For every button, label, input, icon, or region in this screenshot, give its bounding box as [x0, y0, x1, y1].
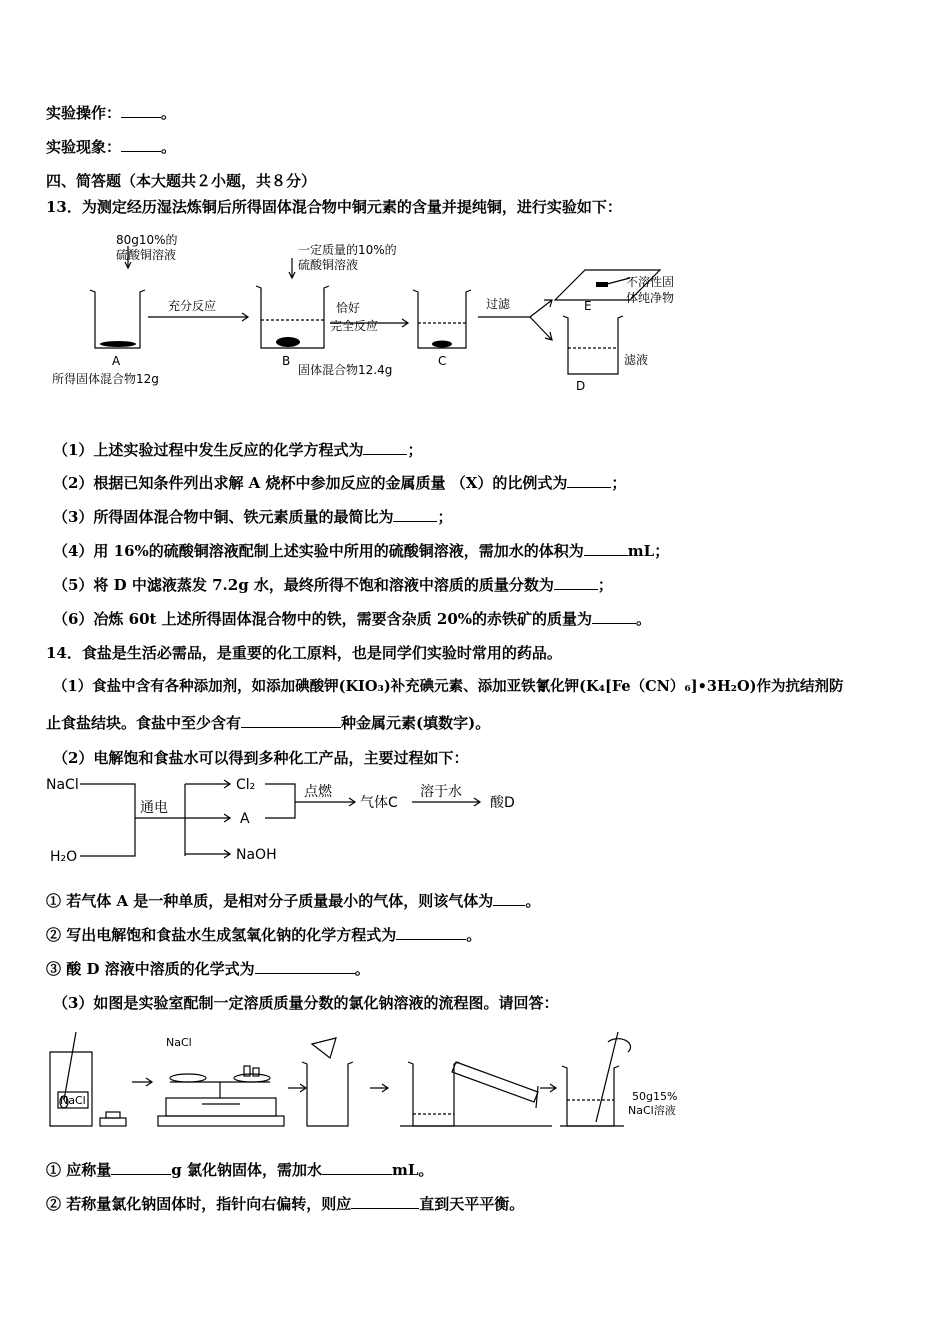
experiment-phenomenon-line: 实验现象： 。 — [46, 138, 177, 156]
label-80g-solution: 80g10%的 — [116, 233, 178, 247]
label-insoluble-1: 不溶性固 — [626, 275, 675, 289]
answer-blank[interactable] — [567, 473, 611, 488]
experiment-operation-line: 实验操作： 。 — [46, 104, 177, 122]
label-bottle-nacl: NaCl — [60, 1094, 86, 1107]
label-beaker-a: A — [112, 354, 121, 368]
q13-part4: （4）用 16%的硫酸铜溶液配制上述实验中所用的硫酸铜溶液，需加水的体积为 mL； — [53, 542, 670, 560]
label-ignite: 点燃 — [304, 784, 332, 800]
label-naoh: NaOH — [236, 847, 277, 863]
label-gas-c: 气体C — [360, 795, 398, 811]
label-complete-reaction: 完全反应 — [330, 319, 379, 333]
section-heading: 四、简答题（本大题共２小题，共８分） — [46, 172, 317, 190]
q13-part2: （2）根据已知条件列出求解 A 烧杯中参加反应的金属质量 （X）的比例式为 ； — [53, 474, 627, 492]
label-solid-12g: 所得固体混合物12g — [52, 372, 159, 386]
answer-blank[interactable] — [255, 959, 355, 974]
q13-part6: （6）冶炼 60t 上述所得固体混合物中的铁，需要含杂质 20%的赤铁矿的质量为 。 — [53, 610, 652, 628]
question-14-stem: 14．食盐是生活必需品，是重要的化工原料，也是同学们实验时常用的药品。 — [46, 644, 562, 662]
answer-blank[interactable] — [363, 440, 407, 455]
label-certain-mass: 一定质量的10%的 — [298, 243, 397, 257]
answer-blank[interactable] — [111, 1160, 171, 1175]
answer-blank[interactable] — [121, 137, 161, 152]
q14-part1-cont: 止食盐结块。食盐中至少含有 种金属元素(填数字)。 — [46, 714, 491, 732]
answer-blank[interactable] — [393, 507, 437, 522]
answer-blank[interactable] — [554, 575, 598, 590]
electrolysis-flow-diagram — [40, 770, 560, 870]
answer-blank[interactable] — [592, 609, 636, 624]
solution-preparation-diagram — [40, 1022, 700, 1137]
q13-part5: （5）将 D 中滤液蒸发 7.2g 水，最终所得不饱和溶液中溶质的质量分数为 ； — [53, 576, 613, 594]
label-solid-12-4g: 固体混合物12.4g — [298, 363, 393, 377]
label-solution-mass: 50g15% — [632, 1090, 678, 1103]
label-electrolysis: 通电 — [140, 800, 168, 816]
label-solution-name: NaCl溶液 — [628, 1104, 676, 1117]
label-acid-d: 酸D — [490, 795, 515, 811]
answer-blank[interactable] — [584, 541, 628, 556]
q13-part3: （3）所得固体混合物中铜、铁元素质量的最简比为 ； — [53, 508, 453, 526]
answer-blank[interactable] — [493, 891, 525, 906]
q14-part1: （1）食盐中含有各种添加剂，如添加碘酸钾(KIO₃)补充碘元素、添加亚铁氰化钾(K₄[Fe（CN）₆]•3H₂O)作为抗结剂防 — [53, 678, 844, 695]
label-full-reaction: 充分反应 — [168, 299, 217, 313]
label-balance-nacl: NaCl — [166, 1036, 192, 1049]
q14-sub1: ① 若气体 A 是一种单质，是相对分子质量最小的气体，则该气体为 。 — [46, 892, 541, 910]
answer-blank[interactable] — [396, 925, 466, 940]
q14-sub2: ② 写出电解饱和食盐水生成氢氧化钠的化学方程式为 。 — [46, 926, 482, 944]
label-filtrate: 滤液 — [624, 353, 649, 367]
label-filter-e: E — [584, 299, 592, 313]
label-beaker-c: C — [438, 354, 447, 368]
label-cl2: Cl₂ — [236, 777, 256, 793]
label-gas-a: A — [240, 811, 250, 827]
label-copper-sulfate-2: 硫酸铜溶液 — [298, 258, 359, 272]
q14-balance-line: ② 若称量氯化钠固体时，指针向右偏转，则应 直到天平平衡。 — [46, 1195, 525, 1213]
q14-part2: （2）电解饱和食盐水可以得到多种化工产品，主要过程如下： — [53, 749, 469, 767]
label-nacl: NaCl — [46, 777, 79, 793]
label-h2o: H₂O — [50, 849, 78, 865]
q13-part1: （1）上述实验过程中发生反应的化学方程式为 ； — [53, 441, 423, 459]
label-beaker-b: B — [282, 354, 291, 368]
label-dissolve: 溶于水 — [420, 784, 462, 800]
q14-weigh-line: ① 应称量 g 氯化钠固体，需加水 mL。 — [46, 1161, 434, 1179]
label-filter: 过滤 — [486, 297, 511, 311]
label-copper-sulfate: 硫酸铜溶液 — [116, 248, 177, 262]
answer-blank[interactable] — [322, 1160, 392, 1175]
answer-blank[interactable] — [241, 713, 341, 728]
label-beaker-d: D — [576, 379, 586, 393]
q14-part3: （3）如图是实验室配制一定溶质质量分数的氯化钠溶液的流程图。请回答： — [53, 994, 559, 1012]
label-exactly: 恰好 — [336, 301, 361, 315]
label-insoluble-2: 体纯净物 — [626, 291, 675, 305]
answer-blank[interactable] — [351, 1194, 419, 1209]
q14-sub3: ③ 酸 D 溶液中溶质的化学式为 。 — [46, 960, 370, 978]
question-13-stem: 13．为测定经历湿法炼铜后所得固体混合物中铜元素的含量并提纯铜，进行实验如下： — [46, 198, 622, 216]
answer-blank[interactable] — [121, 103, 161, 118]
copper-experiment-diagram — [40, 228, 720, 398]
